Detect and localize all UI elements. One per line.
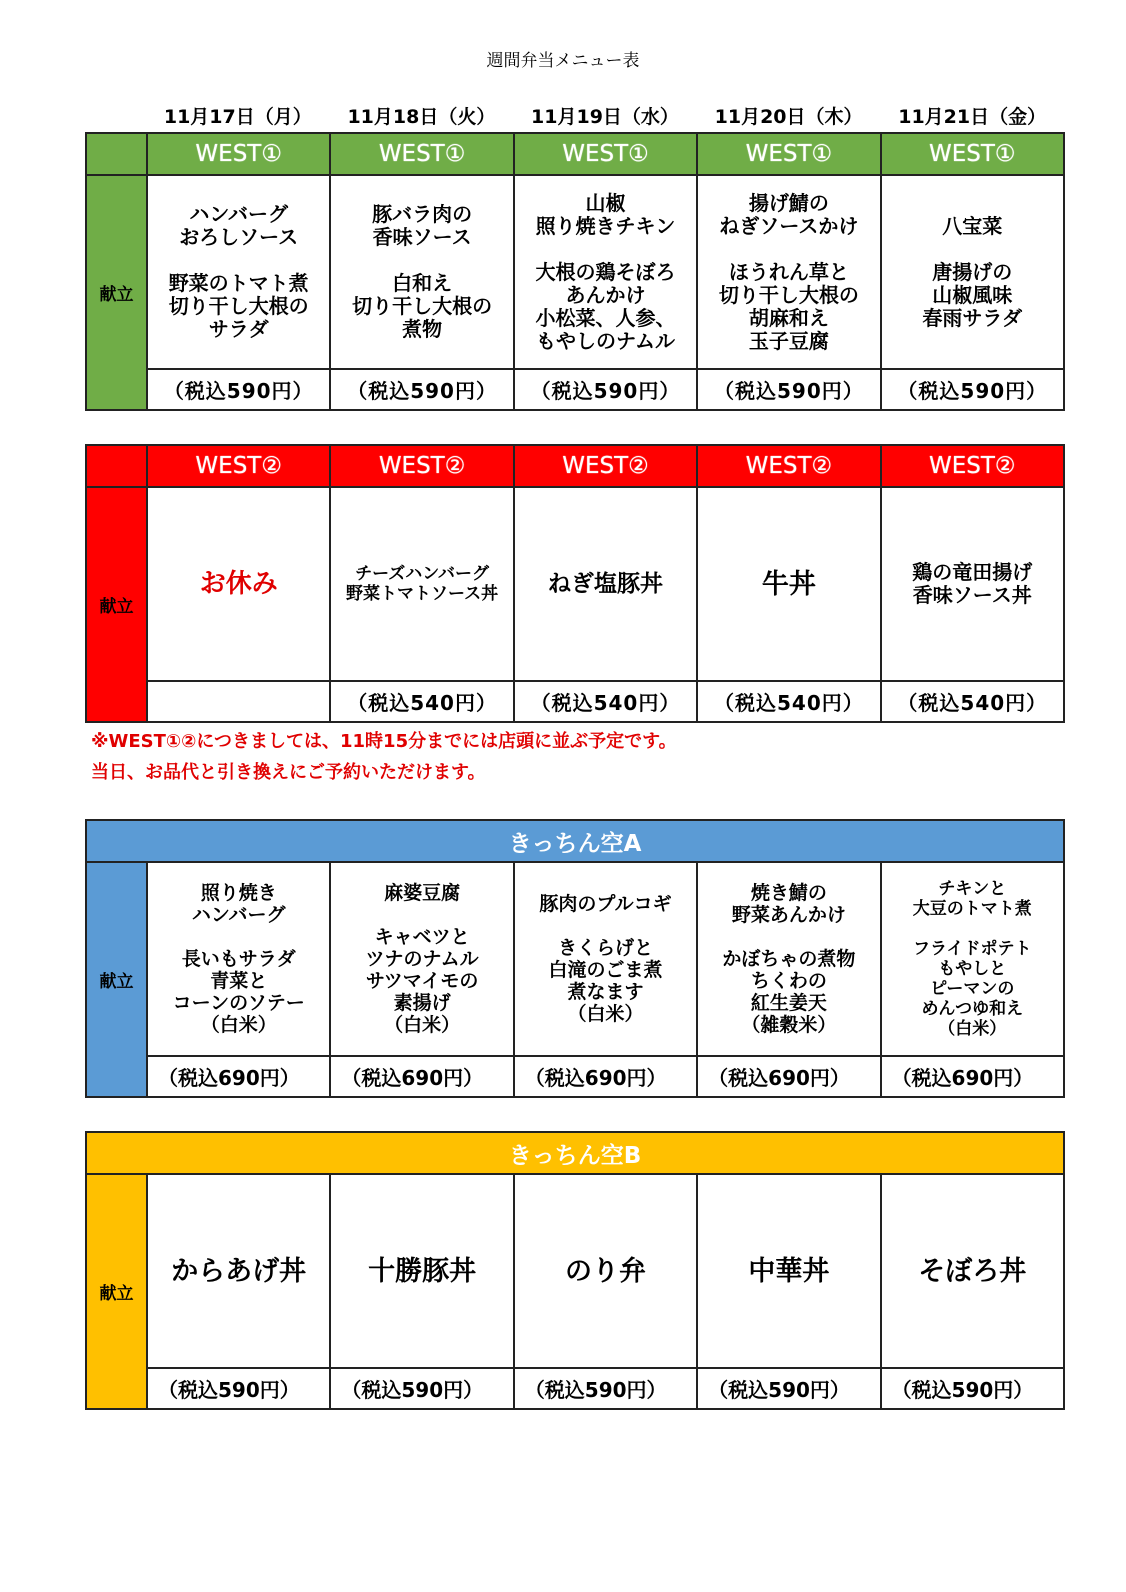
kitchen-a-table [85,819,1065,1098]
west2-price-thu: （税込540円） [697,681,880,722]
kitchen-b-price-thu: （税込590円） [697,1368,880,1409]
kitchen-a-price-mon: （税込690円） [147,1056,330,1097]
west2-price-mon [147,681,330,722]
west2-corner [86,445,147,487]
west1-price-mon: （税込590円） [147,369,330,410]
west2-row-label: 献立 [86,487,147,722]
west2-header-tue: WEST② [330,445,513,487]
west2-table [85,444,1065,723]
west2-dish-mon: お休み [147,487,330,681]
west1-price-thu: （税込590円） [697,369,880,410]
west1-header-tue: WEST① [330,133,513,175]
kitchen-a-price-tue: （税込690円） [330,1056,513,1097]
west1-price-tue: （税込590円） [330,369,513,410]
note-line-2: 当日、お品代と引き換えにご予約いただけます。 [91,762,486,783]
kitchen-b-table [85,1131,1065,1410]
west1-table [85,132,1065,411]
kitchen-a-price-wed: （税込690円） [514,1056,697,1097]
west2-header-thu: WEST② [697,445,880,487]
kitchen-b-price-fri: （税込590円） [881,1368,1064,1409]
west2-header-mon: WEST② [147,445,330,487]
reservation-note [91,726,677,788]
west2-dish-thu: 牛丼 [697,487,880,681]
west2-price-wed: （税込540円） [514,681,697,722]
west1-dish-thu: 揚げ鯖の ねぎソースかけ ほうれん草と 切り干し大根の 胡麻和え 玉子豆腐 [697,175,880,369]
west1-header-thu: WEST① [697,133,880,175]
date-header-row [146,103,1064,131]
kitchen-a-dish-thu: 焼き鯖の 野菜あんかけ かぼちゃの煮物 ちくわの 紅生姜天 （雑穀米） [697,862,880,1056]
date-fri: 11月21日（金） [898,106,1047,128]
date-wed: 11月19日（水） [531,106,679,128]
west1-price-wed: （税込590円） [514,369,697,410]
kitchen-b-dish-tue: 十勝豚丼 [330,1174,513,1368]
west1-header-mon: WEST① [147,133,330,175]
date-thu: 11月20日（木） [714,106,863,128]
west2-price-tue: （税込540円） [330,681,513,722]
kitchen-b-dish-fri: そぼろ丼 [881,1174,1064,1368]
kitchen-b-row-label: 献立 [86,1174,147,1409]
kitchen-b-price-mon: （税込590円） [147,1368,330,1409]
note-line-1: ※WEST①②につきましては、11時15分までには店頭に並ぶ予定です。 [91,731,677,752]
west2-dish-wed: ねぎ塩豚丼 [514,487,697,681]
west1-corner [86,133,147,175]
kitchen-a-dish-wed: 豚肉のプルコギ きくらげと 白滝のごま煮 煮なます （白米） [514,862,697,1056]
kitchen-a-row-label: 献立 [86,862,147,1097]
date-tue: 11月18日（火） [347,106,496,128]
west2-dish-fri: 鶏の竜田揚げ 香味ソース丼 [881,487,1064,681]
kitchen-b-price-wed: （税込590円） [514,1368,697,1409]
kitchen-b-price-tue: （税込590円） [330,1368,513,1409]
page-title: 週間弁当メニュー表 [486,51,640,71]
west1-dish-tue: 豚バラ肉の 香味ソース 白和え 切り干し大根の 煮物 [330,175,513,369]
west1-row-label: 献立 [86,175,147,410]
kitchen-b-dish-wed: のり弁 [514,1174,697,1368]
west1-dish-wed: 山椒 照り焼きチキン 大根の鶏そぼろ あんかけ 小松菜、人参、 もやしのナムル [514,175,697,369]
kitchen-a-header: きっちん空A [86,820,1064,862]
date-mon: 11月17日（月） [163,106,312,128]
kitchen-a-dish-mon: 照り焼き ハンバーグ 長いもサラダ 青菜と コーンのソテー （白米） [147,862,330,1056]
kitchen-a-dish-fri: チキンと 大豆のトマト煮 フライドポテト もやしと ピーマンの めんつゆ和え （白米） [881,862,1064,1056]
kitchen-b-dish-mon: からあげ丼 [147,1174,330,1368]
west1-dish-fri: 八宝菜 唐揚げの 山椒風味 春雨サラダ [881,175,1064,369]
west1-header-fri: WEST① [881,133,1064,175]
west1-price-fri: （税込590円） [881,369,1064,410]
kitchen-a-price-thu: （税込690円） [697,1056,880,1097]
kitchen-a-price-fri: （税込690円） [881,1056,1064,1097]
kitchen-b-header: きっちん空B [86,1132,1064,1174]
west2-header-wed: WEST② [514,445,697,487]
west2-price-fri: （税込540円） [881,681,1064,722]
west1-dish-mon: ハンバーグ おろしソース 野菜のトマト煮 切り干し大根の サラダ [147,175,330,369]
kitchen-a-dish-tue: 麻婆豆腐 キャベツと ツナのナムル サツマイモの 素揚げ （白米） [330,862,513,1056]
west2-dish-tue: チーズハンバーグ 野菜トマトソース丼 [330,487,513,681]
west1-header-wed: WEST① [514,133,697,175]
west2-header-fri: WEST② [881,445,1064,487]
kitchen-b-dish-thu: 中華丼 [697,1174,880,1368]
